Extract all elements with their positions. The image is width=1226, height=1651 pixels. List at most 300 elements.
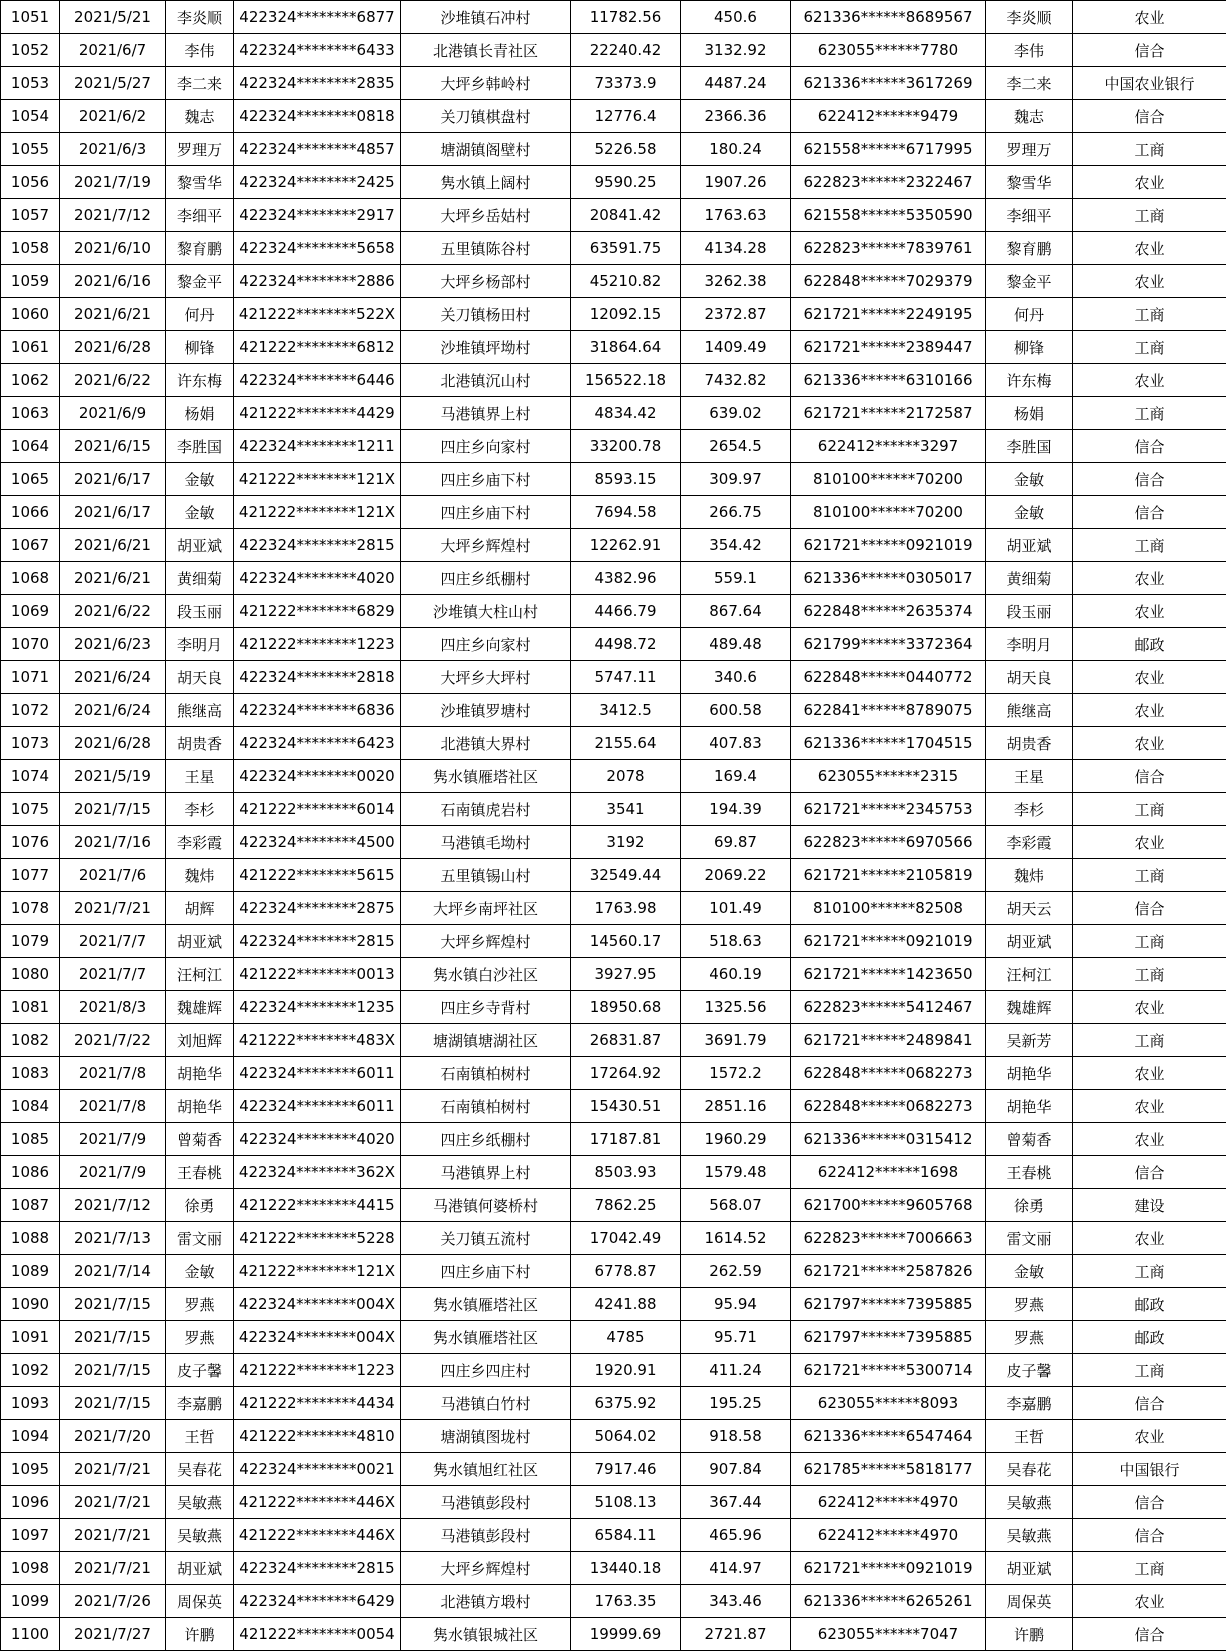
cell-seq[interactable]: 1073 xyxy=(1,727,60,760)
cell-id-number[interactable]: 422324********0021 xyxy=(234,1453,401,1486)
cell-seq[interactable]: 1062 xyxy=(1,364,60,397)
cell-seq[interactable]: 1072 xyxy=(1,694,60,727)
cell-amount[interactable]: 14560.17 xyxy=(571,925,681,958)
cell-account-number[interactable]: 621721******5300714 xyxy=(791,1354,986,1387)
cell-subsidy[interactable]: 309.97 xyxy=(681,463,791,496)
cell-account-holder[interactable]: 李嘉鹏 xyxy=(986,1387,1073,1420)
cell-date[interactable]: 2021/7/9 xyxy=(60,1156,166,1189)
cell-name[interactable]: 罗理万 xyxy=(166,133,234,166)
cell-id-number[interactable]: 421222********5228 xyxy=(234,1222,401,1255)
cell-date[interactable]: 2021/8/3 xyxy=(60,991,166,1024)
cell-name[interactable]: 吴春花 xyxy=(166,1453,234,1486)
cell-account-number[interactable]: 622848******0682273 xyxy=(791,1090,986,1123)
cell-date[interactable]: 2021/6/21 xyxy=(60,529,166,562)
cell-account-number[interactable]: 810100******82508 xyxy=(791,892,986,925)
cell-bank[interactable]: 信合 xyxy=(1073,892,1226,925)
cell-account-holder[interactable]: 黎雪华 xyxy=(986,166,1073,199)
cell-amount[interactable]: 6584.11 xyxy=(571,1519,681,1552)
cell-account-holder[interactable]: 吴新芳 xyxy=(986,1024,1073,1057)
cell-address[interactable]: 大坪乡辉煌村 xyxy=(401,925,571,958)
cell-account-holder[interactable]: 罗理万 xyxy=(986,133,1073,166)
cell-amount[interactable]: 4498.72 xyxy=(571,628,681,661)
cell-account-number[interactable]: 621336******0305017 xyxy=(791,562,986,595)
cell-seq[interactable]: 1064 xyxy=(1,430,60,463)
cell-seq[interactable]: 1096 xyxy=(1,1486,60,1519)
cell-address[interactable]: 隽水镇雁塔社区 xyxy=(401,1321,571,1354)
cell-address[interactable]: 四庄乡纸棚村 xyxy=(401,1123,571,1156)
cell-name[interactable]: 金敏 xyxy=(166,496,234,529)
cell-amount[interactable]: 7862.25 xyxy=(571,1189,681,1222)
cell-seq[interactable]: 1051 xyxy=(1,1,60,34)
cell-seq[interactable]: 1067 xyxy=(1,529,60,562)
cell-subsidy[interactable]: 460.19 xyxy=(681,958,791,991)
cell-date[interactable]: 2021/6/24 xyxy=(60,694,166,727)
cell-seq[interactable]: 1097 xyxy=(1,1519,60,1552)
cell-id-number[interactable]: 421222********5615 xyxy=(234,859,401,892)
cell-bank[interactable]: 中国农业银行 xyxy=(1073,67,1226,100)
cell-account-holder[interactable]: 段玉丽 xyxy=(986,595,1073,628)
cell-address[interactable]: 马港镇白竹村 xyxy=(401,1387,571,1420)
cell-id-number[interactable]: 422324********004X xyxy=(234,1288,401,1321)
cell-account-holder[interactable]: 熊继高 xyxy=(986,694,1073,727)
cell-bank[interactable]: 农业 xyxy=(1073,1,1226,34)
cell-account-holder[interactable]: 胡亚斌 xyxy=(986,925,1073,958)
cell-date[interactable]: 2021/7/22 xyxy=(60,1024,166,1057)
cell-id-number[interactable]: 421222********121X xyxy=(234,463,401,496)
cell-name[interactable]: 胡辉 xyxy=(166,892,234,925)
cell-account-number[interactable]: 623055******2315 xyxy=(791,760,986,793)
cell-name[interactable]: 魏雄辉 xyxy=(166,991,234,1024)
cell-account-number[interactable]: 622823******7006663 xyxy=(791,1222,986,1255)
cell-id-number[interactable]: 421222********4434 xyxy=(234,1387,401,1420)
cell-subsidy[interactable]: 262.59 xyxy=(681,1255,791,1288)
cell-name[interactable]: 胡艳华 xyxy=(166,1057,234,1090)
cell-subsidy[interactable]: 1763.63 xyxy=(681,199,791,232)
cell-subsidy[interactable]: 2366.36 xyxy=(681,100,791,133)
cell-amount[interactable]: 4241.88 xyxy=(571,1288,681,1321)
cell-subsidy[interactable]: 568.07 xyxy=(681,1189,791,1222)
cell-seq[interactable]: 1075 xyxy=(1,793,60,826)
cell-id-number[interactable]: 421222********4429 xyxy=(234,397,401,430)
cell-date[interactable]: 2021/6/28 xyxy=(60,727,166,760)
cell-seq[interactable]: 1082 xyxy=(1,1024,60,1057)
cell-amount[interactable]: 3192 xyxy=(571,826,681,859)
cell-name[interactable]: 许东梅 xyxy=(166,364,234,397)
cell-account-number[interactable]: 621721******2587826 xyxy=(791,1255,986,1288)
cell-date[interactable]: 2021/5/21 xyxy=(60,1,166,34)
cell-bank[interactable]: 信合 xyxy=(1073,1486,1226,1519)
cell-id-number[interactable]: 422324********4020 xyxy=(234,1123,401,1156)
cell-amount[interactable]: 4785 xyxy=(571,1321,681,1354)
cell-amount[interactable]: 2155.64 xyxy=(571,727,681,760)
cell-bank[interactable]: 农业 xyxy=(1073,727,1226,760)
cell-subsidy[interactable]: 489.48 xyxy=(681,628,791,661)
cell-id-number[interactable]: 422324********2875 xyxy=(234,892,401,925)
cell-amount[interactable]: 17042.49 xyxy=(571,1222,681,1255)
cell-subsidy[interactable]: 2069.22 xyxy=(681,859,791,892)
cell-account-number[interactable]: 621797******7395885 xyxy=(791,1288,986,1321)
cell-account-number[interactable]: 621336******1704515 xyxy=(791,727,986,760)
cell-seq[interactable]: 1099 xyxy=(1,1585,60,1618)
cell-bank[interactable]: 工商 xyxy=(1073,958,1226,991)
cell-account-holder[interactable]: 魏志 xyxy=(986,100,1073,133)
cell-seq[interactable]: 1078 xyxy=(1,892,60,925)
cell-seq[interactable]: 1061 xyxy=(1,331,60,364)
cell-account-number[interactable]: 623055******7047 xyxy=(791,1618,986,1651)
cell-id-number[interactable]: 421222********1223 xyxy=(234,628,401,661)
cell-id-number[interactable]: 421222********446X xyxy=(234,1486,401,1519)
cell-bank[interactable]: 工商 xyxy=(1073,331,1226,364)
cell-seq[interactable]: 1071 xyxy=(1,661,60,694)
cell-name[interactable]: 胡天良 xyxy=(166,661,234,694)
cell-amount[interactable]: 12262.91 xyxy=(571,529,681,562)
cell-account-number[interactable]: 621558******5350590 xyxy=(791,199,986,232)
cell-id-number[interactable]: 422324********4500 xyxy=(234,826,401,859)
cell-bank[interactable]: 信合 xyxy=(1073,496,1226,529)
cell-account-holder[interactable]: 罗燕 xyxy=(986,1288,1073,1321)
cell-amount[interactable]: 31864.64 xyxy=(571,331,681,364)
cell-seq[interactable]: 1098 xyxy=(1,1552,60,1585)
cell-account-holder[interactable]: 许东梅 xyxy=(986,364,1073,397)
cell-account-number[interactable]: 621721******0921019 xyxy=(791,1552,986,1585)
cell-subsidy[interactable]: 639.02 xyxy=(681,397,791,430)
cell-account-holder[interactable]: 周保英 xyxy=(986,1585,1073,1618)
cell-bank[interactable]: 农业 xyxy=(1073,232,1226,265)
cell-name[interactable]: 李细平 xyxy=(166,199,234,232)
cell-subsidy[interactable]: 1409.49 xyxy=(681,331,791,364)
cell-id-number[interactable]: 422324********0818 xyxy=(234,100,401,133)
cell-subsidy[interactable]: 367.44 xyxy=(681,1486,791,1519)
cell-subsidy[interactable]: 1960.29 xyxy=(681,1123,791,1156)
cell-seq[interactable]: 1092 xyxy=(1,1354,60,1387)
cell-id-number[interactable]: 422324********2917 xyxy=(234,199,401,232)
cell-amount[interactable]: 5064.02 xyxy=(571,1420,681,1453)
cell-name[interactable]: 王星 xyxy=(166,760,234,793)
cell-date[interactable]: 2021/7/14 xyxy=(60,1255,166,1288)
cell-address[interactable]: 北港镇大界村 xyxy=(401,727,571,760)
cell-id-number[interactable]: 422324********6433 xyxy=(234,34,401,67)
cell-seq[interactable]: 1068 xyxy=(1,562,60,595)
cell-account-number[interactable]: 623055******8093 xyxy=(791,1387,986,1420)
cell-date[interactable]: 2021/6/17 xyxy=(60,463,166,496)
cell-address[interactable]: 北港镇方塅村 xyxy=(401,1585,571,1618)
cell-name[interactable]: 曾菊香 xyxy=(166,1123,234,1156)
cell-name[interactable]: 李胜国 xyxy=(166,430,234,463)
cell-date[interactable]: 2021/7/21 xyxy=(60,1552,166,1585)
cell-amount[interactable]: 17264.92 xyxy=(571,1057,681,1090)
cell-date[interactable]: 2021/7/13 xyxy=(60,1222,166,1255)
cell-account-number[interactable]: 621336******0315412 xyxy=(791,1123,986,1156)
cell-address[interactable]: 四庄乡庙下村 xyxy=(401,463,571,496)
cell-subsidy[interactable]: 180.24 xyxy=(681,133,791,166)
cell-id-number[interactable]: 422324********2835 xyxy=(234,67,401,100)
cell-id-number[interactable]: 421222********0054 xyxy=(234,1618,401,1651)
cell-amount[interactable]: 6778.87 xyxy=(571,1255,681,1288)
cell-account-holder[interactable]: 李杉 xyxy=(986,793,1073,826)
cell-subsidy[interactable]: 2372.87 xyxy=(681,298,791,331)
cell-subsidy[interactable]: 95.71 xyxy=(681,1321,791,1354)
cell-address[interactable]: 关刀镇杨田村 xyxy=(401,298,571,331)
cell-subsidy[interactable]: 414.97 xyxy=(681,1552,791,1585)
cell-amount[interactable]: 3541 xyxy=(571,793,681,826)
cell-subsidy[interactable]: 867.64 xyxy=(681,595,791,628)
cell-bank[interactable]: 农业 xyxy=(1073,661,1226,694)
cell-id-number[interactable]: 422324********1211 xyxy=(234,430,401,463)
cell-bank[interactable]: 工商 xyxy=(1073,133,1226,166)
cell-subsidy[interactable]: 1572.2 xyxy=(681,1057,791,1090)
cell-address[interactable]: 马港镇何婆桥村 xyxy=(401,1189,571,1222)
cell-amount[interactable]: 4382.96 xyxy=(571,562,681,595)
cell-name[interactable]: 胡亚斌 xyxy=(166,925,234,958)
cell-date[interactable]: 2021/7/20 xyxy=(60,1420,166,1453)
cell-address[interactable]: 四庄乡纸棚村 xyxy=(401,562,571,595)
cell-address[interactable]: 隽水镇雁塔社区 xyxy=(401,1288,571,1321)
cell-id-number[interactable]: 422324********6011 xyxy=(234,1090,401,1123)
cell-bank[interactable]: 工商 xyxy=(1073,793,1226,826)
cell-account-holder[interactable]: 王春桃 xyxy=(986,1156,1073,1189)
cell-subsidy[interactable]: 411.24 xyxy=(681,1354,791,1387)
cell-date[interactable]: 2021/7/8 xyxy=(60,1057,166,1090)
cell-date[interactable]: 2021/6/21 xyxy=(60,562,166,595)
cell-amount[interactable]: 6375.92 xyxy=(571,1387,681,1420)
cell-subsidy[interactable]: 2654.5 xyxy=(681,430,791,463)
cell-id-number[interactable]: 421222********121X xyxy=(234,1255,401,1288)
cell-id-number[interactable]: 422324********4857 xyxy=(234,133,401,166)
cell-subsidy[interactable]: 95.94 xyxy=(681,1288,791,1321)
cell-account-number[interactable]: 622412******1698 xyxy=(791,1156,986,1189)
cell-name[interactable]: 皮子馨 xyxy=(166,1354,234,1387)
cell-name[interactable]: 魏炜 xyxy=(166,859,234,892)
cell-name[interactable]: 李嘉鹏 xyxy=(166,1387,234,1420)
cell-account-holder[interactable]: 魏雄辉 xyxy=(986,991,1073,1024)
cell-bank[interactable]: 邮政 xyxy=(1073,628,1226,661)
cell-name[interactable]: 金敏 xyxy=(166,1255,234,1288)
cell-account-number[interactable]: 621721******2105819 xyxy=(791,859,986,892)
cell-seq[interactable]: 1093 xyxy=(1,1387,60,1420)
cell-name[interactable]: 吴敏燕 xyxy=(166,1486,234,1519)
cell-date[interactable]: 2021/6/9 xyxy=(60,397,166,430)
cell-id-number[interactable]: 421222********483X xyxy=(234,1024,401,1057)
cell-address[interactable]: 关刀镇五流村 xyxy=(401,1222,571,1255)
cell-date[interactable]: 2021/7/12 xyxy=(60,1189,166,1222)
cell-amount[interactable]: 2078 xyxy=(571,760,681,793)
cell-date[interactable]: 2021/7/12 xyxy=(60,199,166,232)
cell-subsidy[interactable]: 2721.87 xyxy=(681,1618,791,1651)
cell-bank[interactable]: 工商 xyxy=(1073,1552,1226,1585)
cell-address[interactable]: 五里镇锡山村 xyxy=(401,859,571,892)
cell-name[interactable]: 罗燕 xyxy=(166,1288,234,1321)
cell-account-number[interactable]: 622823******6970566 xyxy=(791,826,986,859)
cell-bank[interactable]: 信合 xyxy=(1073,463,1226,496)
cell-seq[interactable]: 1077 xyxy=(1,859,60,892)
cell-address[interactable]: 隽水镇上阔村 xyxy=(401,166,571,199)
cell-bank[interactable]: 信合 xyxy=(1073,1156,1226,1189)
cell-id-number[interactable]: 422324********2886 xyxy=(234,265,401,298)
cell-bank[interactable]: 工商 xyxy=(1073,1354,1226,1387)
cell-seq[interactable]: 1057 xyxy=(1,199,60,232)
cell-address[interactable]: 沙堆镇石冲村 xyxy=(401,1,571,34)
cell-id-number[interactable]: 422324********2815 xyxy=(234,1552,401,1585)
cell-address[interactable]: 北港镇沉山村 xyxy=(401,364,571,397)
cell-amount[interactable]: 15430.51 xyxy=(571,1090,681,1123)
cell-id-number[interactable]: 421222********4810 xyxy=(234,1420,401,1453)
cell-amount[interactable]: 11782.56 xyxy=(571,1,681,34)
cell-name[interactable]: 许鹏 xyxy=(166,1618,234,1651)
cell-bank[interactable]: 农业 xyxy=(1073,1090,1226,1123)
cell-seq[interactable]: 1079 xyxy=(1,925,60,958)
cell-name[interactable]: 李伟 xyxy=(166,34,234,67)
cell-seq[interactable]: 1100 xyxy=(1,1618,60,1651)
cell-address[interactable]: 隽水镇旭红社区 xyxy=(401,1453,571,1486)
cell-amount[interactable]: 8593.15 xyxy=(571,463,681,496)
cell-bank[interactable]: 农业 xyxy=(1073,1123,1226,1156)
cell-bank[interactable]: 信合 xyxy=(1073,34,1226,67)
cell-seq[interactable]: 1085 xyxy=(1,1123,60,1156)
cell-address[interactable]: 沙堆镇罗塘村 xyxy=(401,694,571,727)
cell-account-holder[interactable]: 黄细菊 xyxy=(986,562,1073,595)
cell-account-number[interactable]: 621721******2345753 xyxy=(791,793,986,826)
cell-bank[interactable]: 农业 xyxy=(1073,1057,1226,1090)
cell-name[interactable]: 杨娟 xyxy=(166,397,234,430)
cell-date[interactable]: 2021/6/10 xyxy=(60,232,166,265)
cell-account-number[interactable]: 622841******8789075 xyxy=(791,694,986,727)
cell-account-number[interactable]: 621721******0921019 xyxy=(791,529,986,562)
cell-amount[interactable]: 32549.44 xyxy=(571,859,681,892)
cell-account-holder[interactable]: 李彩霞 xyxy=(986,826,1073,859)
cell-date[interactable]: 2021/7/21 xyxy=(60,1453,166,1486)
cell-account-holder[interactable]: 汪柯江 xyxy=(986,958,1073,991)
cell-date[interactable]: 2021/7/7 xyxy=(60,958,166,991)
cell-name[interactable]: 李明月 xyxy=(166,628,234,661)
cell-date[interactable]: 2021/6/23 xyxy=(60,628,166,661)
cell-address[interactable]: 关刀镇棋盘村 xyxy=(401,100,571,133)
cell-bank[interactable]: 工商 xyxy=(1073,1024,1226,1057)
cell-amount[interactable]: 9590.25 xyxy=(571,166,681,199)
cell-amount[interactable]: 3927.95 xyxy=(571,958,681,991)
cell-account-number[interactable]: 622823******5412467 xyxy=(791,991,986,1024)
cell-address[interactable]: 四庄乡四庄村 xyxy=(401,1354,571,1387)
cell-name[interactable]: 柳锋 xyxy=(166,331,234,364)
cell-subsidy[interactable]: 1325.56 xyxy=(681,991,791,1024)
cell-date[interactable]: 2021/5/27 xyxy=(60,67,166,100)
cell-account-holder[interactable]: 金敏 xyxy=(986,1255,1073,1288)
cell-subsidy[interactable]: 354.42 xyxy=(681,529,791,562)
cell-amount[interactable]: 20841.42 xyxy=(571,199,681,232)
cell-account-holder[interactable]: 胡天云 xyxy=(986,892,1073,925)
cell-amount[interactable]: 7694.58 xyxy=(571,496,681,529)
cell-account-holder[interactable]: 金敏 xyxy=(986,463,1073,496)
cell-account-number[interactable]: 622848******0682273 xyxy=(791,1057,986,1090)
cell-address[interactable]: 马港镇界上村 xyxy=(401,397,571,430)
cell-id-number[interactable]: 421222********6014 xyxy=(234,793,401,826)
cell-account-number[interactable]: 621558******6717995 xyxy=(791,133,986,166)
cell-address[interactable]: 大坪乡杨部村 xyxy=(401,265,571,298)
cell-id-number[interactable]: 422324********2425 xyxy=(234,166,401,199)
cell-amount[interactable]: 4834.42 xyxy=(571,397,681,430)
cell-account-holder[interactable]: 黎育鹏 xyxy=(986,232,1073,265)
cell-account-number[interactable]: 622412******4970 xyxy=(791,1519,986,1552)
cell-date[interactable]: 2021/7/6 xyxy=(60,859,166,892)
cell-name[interactable]: 汪柯江 xyxy=(166,958,234,991)
cell-account-number[interactable]: 621721******0921019 xyxy=(791,925,986,958)
cell-date[interactable]: 2021/7/8 xyxy=(60,1090,166,1123)
cell-bank[interactable]: 信合 xyxy=(1073,1618,1226,1651)
cell-name[interactable]: 胡贵香 xyxy=(166,727,234,760)
cell-account-number[interactable]: 621785******5818177 xyxy=(791,1453,986,1486)
cell-bank[interactable]: 信合 xyxy=(1073,100,1226,133)
cell-seq[interactable]: 1066 xyxy=(1,496,60,529)
cell-subsidy[interactable]: 4487.24 xyxy=(681,67,791,100)
cell-bank[interactable]: 农业 xyxy=(1073,694,1226,727)
cell-amount[interactable]: 18950.68 xyxy=(571,991,681,1024)
cell-account-holder[interactable]: 魏炜 xyxy=(986,859,1073,892)
cell-account-number[interactable]: 622412******9479 xyxy=(791,100,986,133)
cell-date[interactable]: 2021/5/19 xyxy=(60,760,166,793)
cell-amount[interactable]: 13440.18 xyxy=(571,1552,681,1585)
cell-account-holder[interactable]: 李炎顺 xyxy=(986,1,1073,34)
cell-name[interactable]: 熊继高 xyxy=(166,694,234,727)
cell-name[interactable]: 黎雪华 xyxy=(166,166,234,199)
cell-id-number[interactable]: 422324********4020 xyxy=(234,562,401,595)
cell-seq[interactable]: 1058 xyxy=(1,232,60,265)
cell-amount[interactable]: 22240.42 xyxy=(571,34,681,67)
cell-id-number[interactable]: 422324********004X xyxy=(234,1321,401,1354)
cell-subsidy[interactable]: 1907.26 xyxy=(681,166,791,199)
cell-account-holder[interactable]: 胡艳华 xyxy=(986,1090,1073,1123)
cell-date[interactable]: 2021/7/15 xyxy=(60,1321,166,1354)
cell-subsidy[interactable]: 518.63 xyxy=(681,925,791,958)
cell-subsidy[interactable]: 266.75 xyxy=(681,496,791,529)
cell-seq[interactable]: 1056 xyxy=(1,166,60,199)
cell-address[interactable]: 马港镇彭段村 xyxy=(401,1486,571,1519)
cell-seq[interactable]: 1090 xyxy=(1,1288,60,1321)
cell-id-number[interactable]: 422324********2815 xyxy=(234,529,401,562)
cell-seq[interactable]: 1080 xyxy=(1,958,60,991)
cell-address[interactable]: 塘湖镇塘湖社区 xyxy=(401,1024,571,1057)
cell-account-number[interactable]: 621721******2172587 xyxy=(791,397,986,430)
cell-bank[interactable]: 农业 xyxy=(1073,1222,1226,1255)
cell-date[interactable]: 2021/6/24 xyxy=(60,661,166,694)
cell-bank[interactable]: 农业 xyxy=(1073,364,1226,397)
cell-seq[interactable]: 1053 xyxy=(1,67,60,100)
cell-date[interactable]: 2021/6/7 xyxy=(60,34,166,67)
cell-bank[interactable]: 建设 xyxy=(1073,1189,1226,1222)
cell-amount[interactable]: 1763.98 xyxy=(571,892,681,925)
cell-account-holder[interactable]: 雷文丽 xyxy=(986,1222,1073,1255)
cell-amount[interactable]: 1763.35 xyxy=(571,1585,681,1618)
cell-date[interactable]: 2021/6/16 xyxy=(60,265,166,298)
cell-amount[interactable]: 4466.79 xyxy=(571,595,681,628)
cell-account-number[interactable]: 810100******70200 xyxy=(791,463,986,496)
cell-address[interactable]: 四庄乡庙下村 xyxy=(401,496,571,529)
cell-bank[interactable]: 信合 xyxy=(1073,430,1226,463)
cell-amount[interactable]: 33200.78 xyxy=(571,430,681,463)
cell-account-holder[interactable]: 吴敏燕 xyxy=(986,1519,1073,1552)
cell-amount[interactable]: 1920.91 xyxy=(571,1354,681,1387)
cell-account-holder[interactable]: 胡贵香 xyxy=(986,727,1073,760)
cell-seq[interactable]: 1069 xyxy=(1,595,60,628)
cell-amount[interactable]: 17187.81 xyxy=(571,1123,681,1156)
cell-name[interactable]: 王哲 xyxy=(166,1420,234,1453)
cell-subsidy[interactable]: 3262.38 xyxy=(681,265,791,298)
cell-seq[interactable]: 1063 xyxy=(1,397,60,430)
cell-id-number[interactable]: 422324********362X xyxy=(234,1156,401,1189)
cell-id-number[interactable]: 422324********6423 xyxy=(234,727,401,760)
cell-account-holder[interactable]: 曾菊香 xyxy=(986,1123,1073,1156)
cell-amount[interactable]: 12776.4 xyxy=(571,100,681,133)
cell-id-number[interactable]: 422324********6836 xyxy=(234,694,401,727)
cell-subsidy[interactable]: 907.84 xyxy=(681,1453,791,1486)
